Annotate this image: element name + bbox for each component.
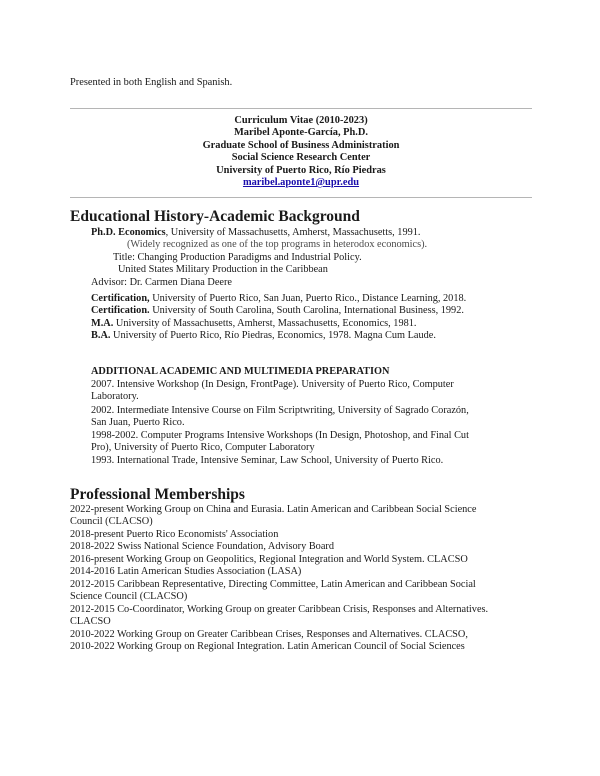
membership-line-4: 2018-2022 Swiss National Science Foundation, Advisory Board bbox=[70, 541, 334, 552]
cv-title: Curriculum Vitae (2010-2023) bbox=[234, 115, 368, 126]
certification-1-details: University of Puerto Rico, San Juan, Puerto Rico., Distance Learning, 2018. bbox=[149, 293, 467, 304]
cv-header bbox=[70, 115, 532, 189]
certification-2-label: Certification. bbox=[91, 305, 150, 316]
additional-line-7: 1993. International Trade, Intensive Seminar, Law School, University of Puerto Rico. bbox=[91, 455, 444, 466]
center-name: Social Science Research Center bbox=[231, 152, 371, 164]
phd-note: (Widely recognized as one of the top programs in heterodox economics). bbox=[127, 239, 428, 250]
certification-1-line bbox=[91, 293, 466, 305]
certification-1-label: Certification, bbox=[91, 293, 150, 304]
membership-line-3: 2018-present Puerto Rico Economists' Association bbox=[70, 529, 279, 540]
membership-line-11: 2010-2022 Working Group on Greater Caribbean Crises, Responses and Alternatives. CLACSO, bbox=[70, 629, 468, 640]
header-divider bbox=[70, 197, 532, 198]
additional-section-title: ADDITIONAL ACADEMIC AND MULTIMEDIA PREPARATION bbox=[91, 366, 390, 377]
membership-line-12: 2010-2022 Working Group on Regional Integration. Latin American Council of Social Sciences bbox=[70, 641, 465, 652]
ba-details: University of Puerto Rico, Río Piedras, Economics, 1978. Magna Cum Laude. bbox=[110, 330, 436, 341]
membership-line-2: Council (CLACSO) bbox=[70, 516, 153, 527]
additional-line-6: Pro), University of Puerto Rico, Computer Laboratory bbox=[91, 442, 315, 453]
email-link[interactable]: maribel.aponte1@upr.edu bbox=[242, 177, 360, 189]
school-name: Graduate School of Business Administration bbox=[202, 139, 400, 151]
university-name: University of Puerto Rico, Río Piedras bbox=[216, 164, 386, 176]
membership-line-1: 2022-present Working Group on China and Eurasia. Latin American and Caribbean Social Science bbox=[70, 504, 477, 515]
membership-line-9: 2012-2015 Co-Coordinator, Working Group on greater Caribbean Crisis, Responses and Alternatives. bbox=[70, 604, 489, 615]
top-divider bbox=[70, 108, 532, 109]
ba-line bbox=[91, 330, 436, 342]
dissertation-title-1: Title: Changing Production Paradigms and Industrial Policy. bbox=[113, 252, 362, 263]
ba-label: B.A. bbox=[91, 330, 111, 341]
membership-line-5: 2016-present Working Group on Geopolitics, Regional Integration and World System. CLACSO bbox=[70, 554, 468, 565]
ma-details: University of Massachusetts, Amherst, Massachusetts, Economics, 1981. bbox=[113, 318, 417, 329]
ma-label: M.A. bbox=[91, 318, 114, 329]
phd-line bbox=[91, 227, 420, 239]
additional-line-4: San Juan, Puerto Rico. bbox=[91, 417, 185, 428]
certification-2-line bbox=[91, 305, 464, 317]
dissertation-title-2: United States Military Production in the Caribbean bbox=[118, 264, 328, 275]
education-section-title: Educational History-Academic Background bbox=[70, 208, 360, 225]
membership-line-8: Science Council (CLACSO) bbox=[70, 591, 188, 602]
phd-degree: Ph.D. Economics bbox=[91, 227, 166, 238]
memberships-section-title: Professional Memberships bbox=[70, 486, 245, 503]
advisor-line: Advisor: Dr. Carmen Diana Deere bbox=[91, 277, 232, 288]
author-name: Maribel Aponte-García, Ph.D. bbox=[233, 127, 368, 139]
additional-line-3: 2002. Intermediate Intensive Course on Film Scriptwriting, University of Sagrado Corazón, bbox=[91, 405, 469, 416]
membership-line-6: 2014-2016 Latin American Studies Association (LASA) bbox=[70, 566, 302, 577]
intro-text: Presented in both English and Spanish. bbox=[70, 77, 233, 88]
ma-line bbox=[91, 318, 416, 330]
additional-line-2: Laboratory. bbox=[91, 391, 139, 402]
additional-line-5: 1998-2002. Computer Programs Intensive Workshops (In Design, Photoshop, and Final Cut bbox=[91, 430, 469, 441]
certification-2-details: University of South Carolina, South Carolina, International Business, 1992. bbox=[149, 305, 464, 316]
membership-line-7: 2012-2015 Caribbean Representative, Directing Committee, Latin American and Caribbean Social bbox=[70, 579, 476, 590]
additional-line-1: 2007. Intensive Workshop (In Design, FrontPage). University of Puerto Rico, Computer bbox=[91, 379, 454, 390]
membership-line-10: CLACSO bbox=[70, 616, 111, 627]
phd-details: , University of Massachusetts, Amherst, Massachusetts, 1991. bbox=[165, 227, 421, 238]
